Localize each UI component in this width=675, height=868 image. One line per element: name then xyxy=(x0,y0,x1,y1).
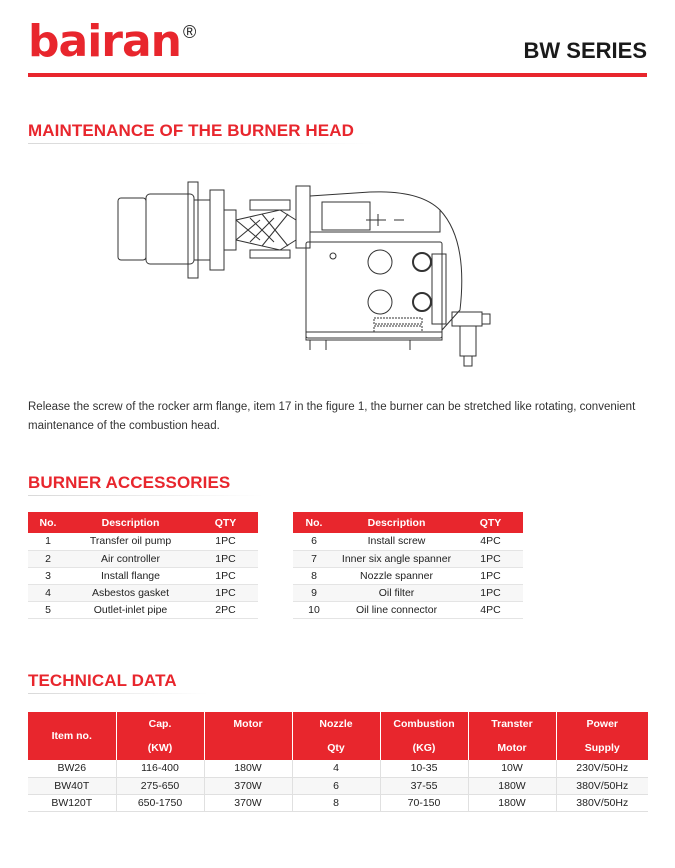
maintenance-title: MAINTENANCE OF THE BURNER HEAD xyxy=(28,121,354,140)
cell-item: BW40T xyxy=(28,777,116,794)
table-row xyxy=(28,760,648,777)
cell-cap: 116-400 xyxy=(116,760,204,777)
cell-transter: 180W xyxy=(468,777,556,794)
col-cap: Cap. xyxy=(116,712,204,736)
table-row xyxy=(28,794,648,811)
cell-nozzle: 6 xyxy=(292,777,380,794)
cell-qty: 1PC xyxy=(193,567,258,584)
brand-name: bairan xyxy=(28,16,181,67)
table-row xyxy=(28,601,258,618)
cell-no: 9 xyxy=(293,584,335,601)
technical-title: TECHNICAL DATA xyxy=(28,671,177,690)
cell-combustion: 10-35 xyxy=(380,760,468,777)
base-feet xyxy=(310,340,410,350)
cell-description: Asbestos gasket xyxy=(68,584,193,601)
series-title: BW SERIES xyxy=(523,38,647,63)
col-qty: QTY xyxy=(193,512,258,533)
cell-description: Install screw xyxy=(335,533,458,550)
cell-item: BW26 xyxy=(28,760,116,777)
col-qty: QTY xyxy=(458,512,523,533)
col-motor: Motor xyxy=(204,712,292,736)
burner-diagram xyxy=(110,180,500,380)
accessories-title: BURNER ACCESSORIES xyxy=(28,473,231,492)
col-transter-unit: Motor xyxy=(468,736,556,760)
cell-no: 1 xyxy=(28,533,68,550)
col-item-no: Item no. xyxy=(28,712,116,760)
col-power-unit: Supply xyxy=(556,736,648,760)
cell-qty: 1PC xyxy=(193,584,258,601)
cell-motor: 370W xyxy=(204,794,292,811)
cell-qty: 1PC xyxy=(458,550,523,567)
table-row xyxy=(293,533,523,550)
motor-flange xyxy=(194,200,210,260)
rocker-arm xyxy=(236,200,296,258)
cell-description: Air controller xyxy=(68,550,193,567)
col-motor-unit xyxy=(204,736,292,760)
cell-description: Nozzle spanner xyxy=(335,567,458,584)
cell-power: 380V/50Hz xyxy=(556,794,648,811)
col-description: Description xyxy=(335,512,458,533)
table-row xyxy=(293,584,523,601)
technical-title-rule xyxy=(28,693,208,694)
cell-no: 2 xyxy=(28,550,68,567)
header-divider xyxy=(28,73,647,77)
cell-qty: 1PC xyxy=(458,584,523,601)
col-cap-unit: (KW) xyxy=(116,736,204,760)
cell-description: Oil line connector xyxy=(335,601,458,618)
cell-no: 3 xyxy=(28,567,68,584)
cell-no: 7 xyxy=(293,550,335,567)
brand-logo xyxy=(28,16,197,67)
flange-ring xyxy=(210,190,224,270)
table-row xyxy=(293,567,523,584)
table-row xyxy=(293,601,523,618)
cell-qty: 4PC xyxy=(458,601,523,618)
cell-qty: 1PC xyxy=(458,567,523,584)
cell-no: 8 xyxy=(293,567,335,584)
accessories-table-right xyxy=(293,512,523,619)
col-no: No. xyxy=(293,512,335,533)
cell-description: Oil filter xyxy=(335,584,458,601)
cell-cap: 275-650 xyxy=(116,777,204,794)
technical-table xyxy=(28,712,648,812)
table-row xyxy=(28,550,258,567)
cell-transter: 10W xyxy=(468,760,556,777)
cell-description: Outlet-inlet pipe xyxy=(68,601,193,618)
table-row xyxy=(293,550,523,567)
cell-motor: 180W xyxy=(204,760,292,777)
col-nozzle: Nozzle xyxy=(292,712,380,736)
cell-nozzle: 8 xyxy=(292,794,380,811)
cell-combustion: 37-55 xyxy=(380,777,468,794)
col-description: Description xyxy=(68,512,193,533)
cell-no: 10 xyxy=(293,601,335,618)
cell-qty: 1PC xyxy=(193,533,258,550)
oil-filter xyxy=(452,312,490,366)
cell-description: Install flange xyxy=(68,567,193,584)
cell-power: 230V/50Hz xyxy=(556,760,648,777)
cell-description: Transfer oil pump xyxy=(68,533,193,550)
fan-cap xyxy=(118,198,146,260)
cell-cap: 650-1750 xyxy=(116,794,204,811)
cell-description: Inner six angle spanner xyxy=(335,550,458,567)
cell-no: 4 xyxy=(28,584,68,601)
col-transter: Transter xyxy=(468,712,556,736)
registered-mark: ® xyxy=(182,22,197,42)
accessories-table-left xyxy=(28,512,258,619)
cell-qty: 4PC xyxy=(458,533,523,550)
cell-no: 5 xyxy=(28,601,68,618)
burner-body xyxy=(296,186,462,340)
col-combustion: Combustion xyxy=(380,712,468,736)
col-nozzle-unit: Qty xyxy=(292,736,380,760)
cell-no: 6 xyxy=(293,533,335,550)
cell-power: 380V/50Hz xyxy=(556,777,648,794)
cell-motor: 370W xyxy=(204,777,292,794)
cell-qty: 1PC xyxy=(193,550,258,567)
cell-transter: 180W xyxy=(468,794,556,811)
col-combustion-unit: (KG) xyxy=(380,736,468,760)
table-row xyxy=(28,533,258,550)
table-row xyxy=(28,567,258,584)
motor-housing xyxy=(146,194,194,264)
connector xyxy=(224,210,236,250)
table-row xyxy=(28,777,648,794)
table-row xyxy=(28,584,258,601)
cell-combustion: 70-150 xyxy=(380,794,468,811)
cell-item: BW120T xyxy=(28,794,116,811)
maintenance-description: Release the screw of the rocker arm flange, item 17 in the figure 1, the burner can be stretched like rotating, convenient maintenance of the combustion head. xyxy=(28,401,636,432)
cell-nozzle: 4 xyxy=(292,760,380,777)
accessories-title-rule xyxy=(28,495,263,496)
maintenance-title-rule xyxy=(28,143,378,144)
cell-qty: 2PC xyxy=(193,601,258,618)
col-power: Power xyxy=(556,712,648,736)
col-no: No. xyxy=(28,512,68,533)
